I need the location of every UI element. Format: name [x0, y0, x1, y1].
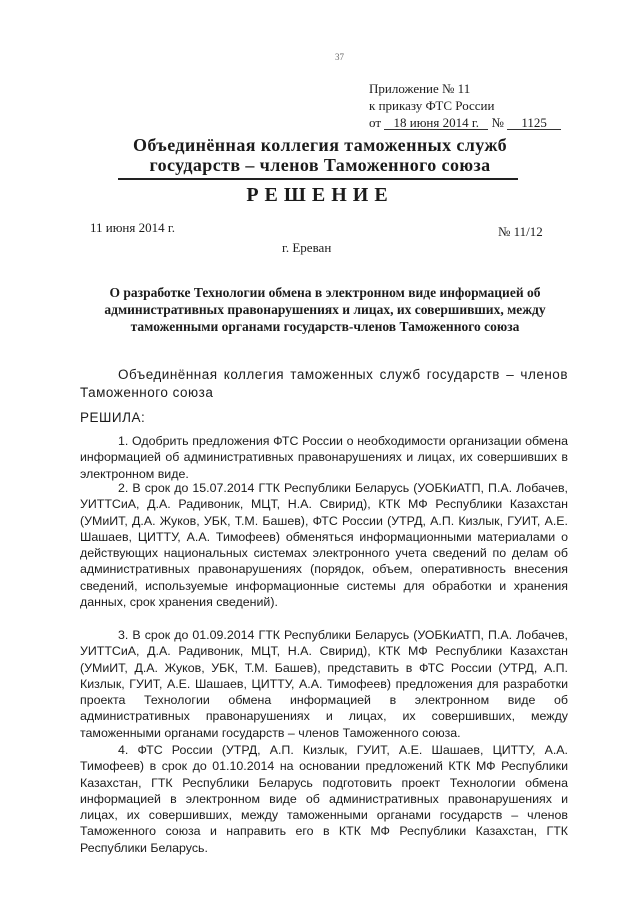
annex-no-label: № [491, 115, 504, 130]
annex-date: 18 июня 2014 г. [384, 116, 488, 130]
annex-date-prefix: от [369, 115, 382, 130]
decided-label: РЕШИЛА: [80, 410, 146, 425]
page-number: 37 [335, 52, 344, 62]
decision-city: г. Ереван [282, 240, 332, 255]
preamble-paragraph: Объединённая коллегия таможенных служб государств – членов Таможенного союза [80, 367, 568, 400]
annex-date-line [369, 114, 561, 131]
annex-number: Приложение № 11 [369, 81, 471, 96]
decision-subject: О разработке Технологии обмена в электронном виде информацией об административных правонарушениях и лицах, их совершивших, между таможенными органами государств-членов Таможенного союза [104, 285, 546, 334]
decision-item-3: 3. В срок до 01.09.2014 ГТК Республики Беларусь (УОБКиАТП, П.А. Лобачев, УИТТСиА, Д.А. Радивоник, МЦТ, Н.А. Свирид), КТК МФ Республики Казахстан (УМиИТ, Д.А. Жуков, УБК, Т.М. Башев), представить в ФТС России (УТРД, А.П. Кизлык, ГУИТ, А.Е. Шашаев, ЦИТТУ, А.А. Тимофеев) предложения для разработки проекта Технологии обмена информацией в электронном виде об административных правонарушениях и лицах, их совершивших, между таможенными органами государств – членов Таможенного союза. [80, 628, 568, 740]
decision-number: № 11/12 [498, 224, 543, 239]
header-divider [118, 178, 518, 180]
decision-item-2: 2. В срок до 15.07.2014 ГТК Республики Беларусь (УОБКиАТП, П.А. Лобачев, УИТТСиА, Д.А. Радивоник, МЦТ, Н.А. Свирид), КТК МФ Республики Казахстан (УМиИТ, Д.А. Жуков, УБК, Т.М. Башев), ФТС России (УТРД, А.П. Кизлык, ГУИТ, А.Е. Шашаев, ЦИТТУ, А.А. Тимофеев) обменяться информационными материалами о действующих национальных системах электронного учета сведений по делам об административных правонарушениях (порядок, объем, оперативность внесения сведений, используемые информационные системы для обработки и хранения данных, срок хранения сведений). [80, 481, 568, 610]
org-title-line2: государств – членов Таможенного союза [149, 155, 491, 175]
decision-date: 11 июня 2014 г. [90, 220, 175, 235]
annex-order-ref: к приказу ФТС России [369, 98, 495, 113]
annex-order-number: 1125 [507, 116, 561, 130]
decision-title: РЕШЕНИЕ [246, 184, 394, 206]
org-title-line1: Объединённая коллегия таможенных служб [132, 135, 508, 155]
decision-item-4: 4. ФТС России (УТРД, А.П. Кизлык, ГУИТ, А.Е. Шашаев, ЦИТТУ, А.А. Тимофеев) в срок до 01.10.2014 на основании предложений КТК МФ Республики Казахстан, ГТК Республики Беларусь подготовить проект Технологии обмена информацией в электронном виде об административных правонарушениях и лицах, их совершивших, между таможенными органами государств – членов Таможенного союза и направить его в КТК МФ Республики Казахстан, ГТК Республики Беларусь. [80, 743, 568, 855]
decision-item-1: 1. Одобрить предложения ФТС России о необходимости организации обмена информацией об административных правонарушениях и лицах, их совершивших в электронном виде. [80, 434, 568, 481]
